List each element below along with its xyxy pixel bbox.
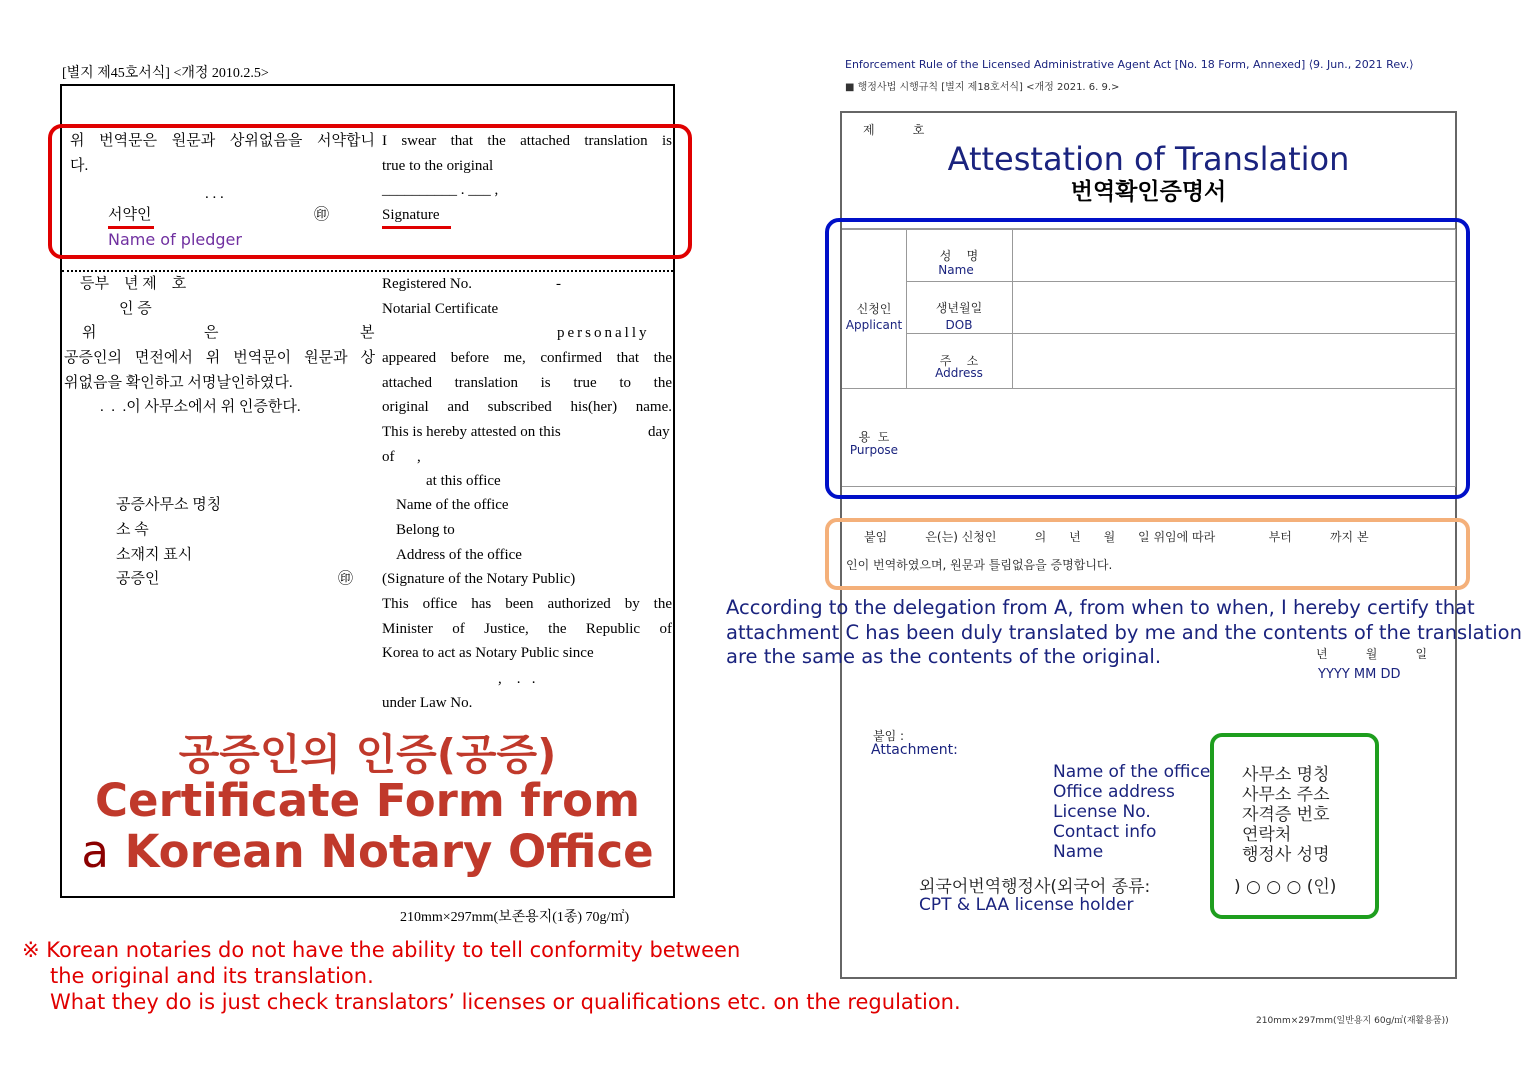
notary-seal-icon: ㊞	[338, 571, 354, 587]
pledge-kr-date: . . .	[205, 186, 224, 202]
cert-kr-bon: 본	[360, 325, 375, 341]
cert-kr-body: 공증인의 면전에서 위 번역문이 원문과 상 위없음을 확인하고 서명날인하였다.	[64, 350, 375, 391]
pledge-en-text: I swear that the attached translation is true to the original __________ . ___ , Signature	[382, 133, 672, 223]
right-form-header-en: Enforcement Rule of the Licensed Administrative Agent Act [No. 18 Form, Annexed] ⟨9. Jun., 2021 Rev.⟩	[845, 58, 1414, 71]
cert-en-authorized: This office has been authorized by the Minister of Justice, the Republic of Korea to act as Notary Public since	[382, 596, 672, 661]
dob-kr: 생년월일	[935, 301, 983, 315]
cert-kr-wi: 위	[82, 325, 97, 341]
title-en: Attestation of Translation	[947, 140, 1350, 178]
office-en-name: Name of the office	[1053, 762, 1211, 782]
cert-kr-eun: 은	[204, 325, 219, 341]
office-kr-address: 사무소 주소	[1242, 785, 1330, 805]
cert-kr-address: 소재지 표시	[116, 547, 193, 563]
cert-en-attested: This is hereby attested on this	[382, 424, 561, 440]
name-kr: 성 명	[939, 249, 979, 263]
office-kr-person: 행정사 성명	[1242, 845, 1330, 865]
right-form-header-kr: ■ 행정사법 시행규칙 [별지 제18호서식] <개정 2021. 6. 9.>	[845, 82, 1120, 93]
title-kr: 번역확인증명서	[1070, 179, 1227, 205]
office-kr-name: 사무소 명칭	[1242, 765, 1330, 785]
office-kr-contact: 연락처	[1242, 825, 1292, 845]
pledge-kr-pledger: 서약인	[108, 207, 152, 223]
note-line3: What they do is just check translators’ licenses or qualifications etc. on the regulation.	[50, 990, 961, 1014]
overlay-title-en1: Certificate Form from	[95, 774, 640, 827]
overlay-title-kr: 공증인의 인증(공증)	[178, 730, 557, 779]
cert-en-belong: Belong to	[396, 522, 455, 538]
dob-en: DOB	[945, 318, 973, 332]
cert-en-personally: personally	[557, 325, 650, 341]
translator-sign: ) ○ ○ ○ (인)	[1234, 877, 1337, 897]
pledge-kr-text: 위 번역문은 원문과 상위없음을 서약합니 다.	[70, 133, 375, 174]
attachment-en: Attachment:	[871, 742, 958, 758]
left-form-header: [별지 제45호서식] <개정 2010.2.5>	[62, 66, 269, 81]
pledge-highlight-box	[48, 124, 692, 259]
applicant-en: Applicant	[845, 318, 903, 332]
cert-kr-office: 공증사무소 명칭	[116, 497, 222, 513]
cert-kr-date: . . .이 사무소에서 위 인증한다.	[100, 399, 301, 415]
number-label: 제 호	[863, 123, 925, 137]
delegation-kr-line1: 붙임 은(는) 신청인 의 년 월 일 위임에 따라 부터 까지 본	[864, 530, 1369, 544]
cert-en-notarial: Notarial Certificate	[382, 301, 499, 317]
translator-en: CPT & LAA license holder	[919, 895, 1134, 915]
purpose-kr: 용 도	[858, 430, 890, 444]
attachment-kr: 붙임 :	[873, 729, 905, 743]
cert-en-signature: (Signature of the Notary Public)	[382, 571, 576, 587]
office-en-person: Name	[1053, 842, 1104, 862]
delegation-kr-line2: 인이 번역하였으며, 원문과 틀림없음을 증명합니다.	[846, 558, 1113, 572]
cert-en-day: day	[648, 424, 670, 440]
cert-en-law: under Law No.	[382, 695, 473, 711]
cert-en-at-office: at this office	[426, 473, 501, 489]
address-kr: 주 소	[939, 354, 979, 368]
cert-kr-title: 인 증	[119, 301, 152, 317]
translator-kr: 외국어번역행정사(외국어 종류:	[919, 877, 1151, 897]
overlay-title-a: a	[81, 825, 109, 878]
office-kr-license: 자격증 번호	[1242, 805, 1330, 825]
date-kr: 년 월 일	[1316, 647, 1428, 661]
cert-kr-belong: 소 속	[116, 522, 149, 538]
right-form-footer: 210mm×297mm(일반용지 60g/㎡(재활용품))	[1256, 1016, 1449, 1026]
pledger-en-label: Name of pledger	[108, 230, 242, 249]
overlay-title-en2: Korean Notary Office	[124, 825, 654, 878]
applicant-highlight-box	[825, 218, 1470, 499]
office-en-license: License No.	[1053, 802, 1151, 822]
left-form-footer: 210mm×297mm(보존용지(1종) 70g/㎡)	[400, 910, 630, 925]
name-en: Name	[938, 263, 974, 277]
cert-kr-notary: 공증인	[116, 571, 160, 587]
note-line1: ※ Korean notaries do not have the ability to tell conformity between	[22, 938, 741, 962]
cert-kr-registered: 등부 년 제 호	[80, 276, 187, 292]
cert-en-of: of ,	[382, 449, 421, 465]
address-en: Address	[935, 366, 983, 380]
delegation-highlight-box	[825, 518, 1470, 590]
office-en-address: Office address	[1053, 782, 1175, 802]
applicant-kr: 신청인	[856, 302, 892, 316]
purpose-en: Purpose	[849, 443, 899, 457]
overlay-title-en2-line	[60, 825, 675, 878]
note-line2: the original and its translation.	[50, 964, 374, 988]
cert-en-body: appeared before me, confirmed that the attached translation is true to the original and subscribed his(her) name.	[382, 350, 672, 415]
date-en: YYYY MM DD	[1318, 667, 1401, 682]
cert-en-dash: -	[556, 276, 561, 292]
office-en-contact: Contact info	[1053, 822, 1157, 842]
cert-en-office: Name of the office	[396, 497, 509, 513]
cert-en-address: Address of the office	[396, 547, 522, 563]
pledge-seal-icon: ㊞	[314, 207, 330, 223]
cert-en-registered: Registered No.	[382, 276, 472, 292]
delegation-en: According to the delegation from A, from when to when, I hereby certify that attachment C has been duly translated by me and the contents of the translation are the same as the contents of the original.	[726, 596, 1522, 668]
office-highlight-box	[1210, 733, 1379, 919]
cert-en-since-date: , . .	[498, 671, 536, 687]
